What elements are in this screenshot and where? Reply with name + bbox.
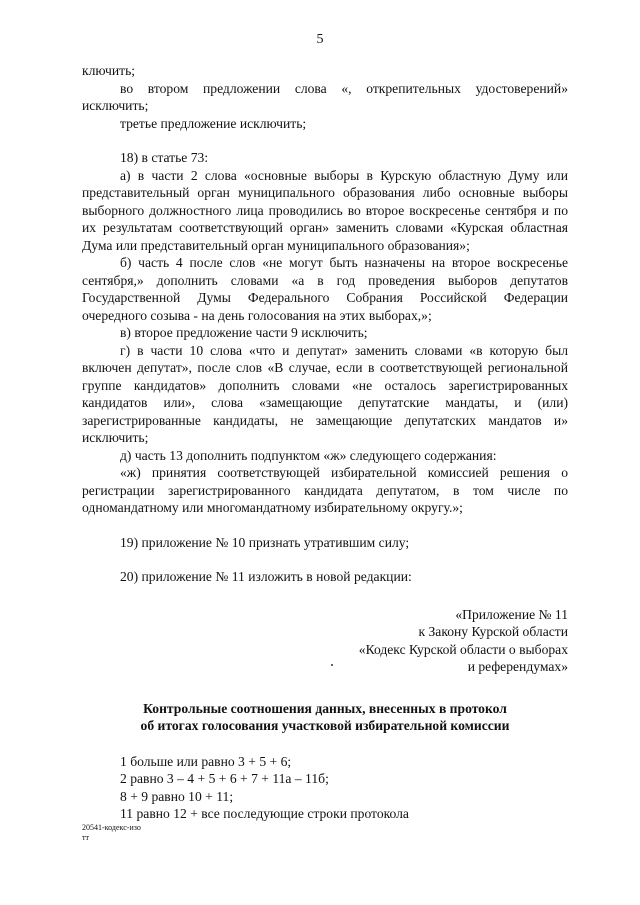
section-heading	[82, 700, 568, 735]
paragraph: г) в части 10 слова «что и депутат» заменить словами «в которую был включен депутат», после слов «В случае, если в соответствующей региональной группе кандидатов» дополнить словами «не осталось зарегистрированных кандидатов или», слова «замещающие депутатские мандаты, и (или) зарегистрированные кандидаты, не замещающие депутатских мандатов и» исключить;	[82, 342, 568, 445]
paragraph: д) часть 13 дополнить подпунктом «ж» следующего содержания:	[120, 447, 497, 463]
appendix-line: и референдумах»	[467, 659, 568, 674]
appendix-line: «Кодекс Курской области о выборах	[358, 641, 568, 657]
paragraph: б) часть 4 после слов «не могут быть назначены на второе воскресенье сентября,» дополнить словами «а в год проведения выборов депутатов Государственной Думы Федерального Собрания Российской Федерации очередного созыва - на день голосования на этих выборах,»;	[82, 255, 568, 323]
formula-line: 8 + 9 равно 10 + 11;	[120, 788, 234, 804]
scan-speck	[331, 664, 333, 666]
formula-line: 2 равно 3 – 4 + 5 + 6 + 7 + 11а – 11б;	[120, 771, 329, 786]
footer-initials: тт	[82, 833, 89, 842]
paragraph: 18) в статье 73:	[120, 150, 209, 165]
paragraph: в) второе предложение части 9 исключить;	[120, 325, 368, 340]
paragraph: ключить;	[82, 63, 136, 78]
formula-line: 1 больше или равно 3 + 5 + 6;	[120, 753, 292, 769]
heading-line: Контрольные соотношения данных, внесенных в протокол	[143, 700, 507, 716]
page-number: 5	[316, 32, 324, 47]
appendix-line: «Приложение № 11	[455, 606, 568, 622]
paragraph: 19) приложение № 10 признать утратившим силу;	[120, 534, 410, 550]
document-footer	[82, 823, 141, 843]
paragraph: а) в части 2 слова «основные выборы в Курскую областную Думу или представительный орган муниципального образования либо основные выборы выборного должностного лица проводились во второе воскресенье сентября и по их результатам соответствующий орган» заменить словами «Курская областная Дума или представительный орган муниципального образования»;	[82, 167, 568, 253]
appendix-line: к Закону Курской области	[418, 624, 568, 639]
formula-line: 11 равно 12 + все последующие строки протокола	[120, 806, 409, 821]
paragraph: третье предложение исключить;	[120, 115, 307, 131]
paragraph: во втором предложении слова «, открепительных удостоверений» исключить;	[82, 80, 568, 113]
paragraph: «ж) принятия соответствующей избирательной комиссией решения о регистрации зарегистрированного кандидата депутатом, в том числе по одномандатному или многомандатному избирательному округу.»;	[82, 465, 568, 515]
control-relations-list	[120, 753, 568, 823]
paragraph: 20) приложение № 11 изложить в новой редакции:	[120, 569, 412, 584]
heading-line: об итогах голосования участковой избирательной комиссии	[140, 718, 510, 733]
footer-code: 20541-кодекс-изо	[82, 823, 141, 832]
appendix-caption	[302, 606, 568, 676]
document-body	[82, 62, 568, 823]
